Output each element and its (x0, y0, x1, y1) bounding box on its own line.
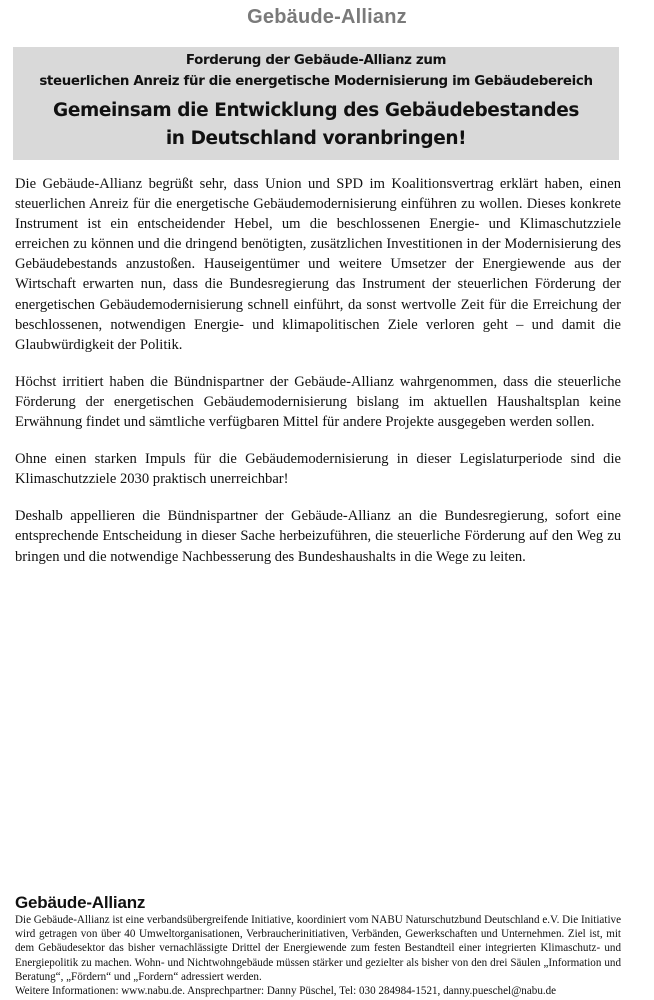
banner-subtitle-line-1: Forderung der Gebäude-Allianz zum (185, 53, 447, 68)
body-paragraph-2: Höchst irritiert haben die Bündnispartner der Gebäude-Allianz wahrgenommen, dass die steuerliche Förderung der energetischen Gebäudemodernisierung bislang im aktuellen Haushaltsplan keine Erwähnung findet und sämtliche verfügbaren Mittel für andere Projekte ausgegeben werden sollen. (15, 373, 621, 431)
body-paragraph-3: Ohne einen starken Impuls für die Gebäudemodernisierung in dieser Legislaturperiode sind die Klimaschutzziele 2030 praktisch unerreichbar! (15, 451, 621, 488)
header-logo: Gebäude-Allianz (247, 6, 407, 28)
title-banner (13, 47, 619, 160)
footer-contact: Weitere Informationen: www.nabu.de. Ansprechpartner: Danny Püschel, Tel: 030 284984-1521, danny.pueschel@nabu.de (15, 985, 557, 998)
banner-subtitle-line-2: steuerlichen Anreiz für die energetische Modernisierung im Gebäudebereich (39, 74, 593, 89)
body-paragraph-4: Deshalb appellieren die Bündnispartner der Gebäude-Allianz an die Bundesregierung, sofort eine entsprechende Entscheidung in dieser Sache herbeizuführen, die steuerliche Förderung auf den Weg zu bringen und die notwendige Nachbesserung des Bundeshaushalts in die Wege zu leiten. (15, 508, 621, 565)
banner-subtitle (13, 50, 619, 92)
body-paragraph-1: Die Gebäude-Allianz begrüßt sehr, dass Union und SPD im Koalitionsvertrag erklärt haben, einen steuerlichen Anreiz für die energetische Gebäudemodernisierung einführen zu wollen. Dieses konkrete Instrument ist ein entscheidender Hebel, um die beschlossenen Energie- und Klimaschutzziele erreichen zu können und die dringend benötigten, zusätzlichen Investitionen in der Modernisierung des Gebäudebestands anzustoßen. Hauseigentümer und weitere Umsetzer der Energiewende aus der Wirtschaft erwarten nun, dass die Bundesregierung das Instrument der steuerlichen Förderung der energetischen Gebäudemodernisierung schnell einführt, da sonst wertvolle Zeit für die Erreichung der beschlossenen, notwendigen Energie- und klimapolitischen Ziele verloren geht – und damit die Glaubwürdigkeit der Politik. (15, 176, 621, 353)
body-text (15, 174, 621, 584)
footer-logo: Gebäude-Allianz (15, 893, 146, 912)
footer (15, 893, 621, 998)
banner-headline (13, 97, 619, 153)
banner-headline-line-2: in Deutschland voranbringen! (165, 128, 467, 149)
banner-headline-line-1: Gemeinsam die Entwicklung des Gebäudebestandes (53, 100, 579, 121)
footer-description: Die Gebäude-Allianz ist eine verbandsübergreifende Initiative, koordiniert vom NABU Naturschutzbund Deutschland e.V. Die Initiative wird getragen von über 40 Umweltorganisationen, Verbraucherinitiativen, Verbänden, Gewerkschaften und Unternehmen. Ziel ist, mit dem Gebäudesektor das bisher vernachlässigte Drittel der Energiewende zum festen Bestandteil einer integrierten Klimaschutz- und Energiepolitik zu machen. Wohn- und Nichtwohngebäude müssen stärker und gezielter als bisher von den drei Säulen „Information und Beratung“, „Fördern“ und „Fordern“ adressiert werden. (15, 914, 621, 983)
